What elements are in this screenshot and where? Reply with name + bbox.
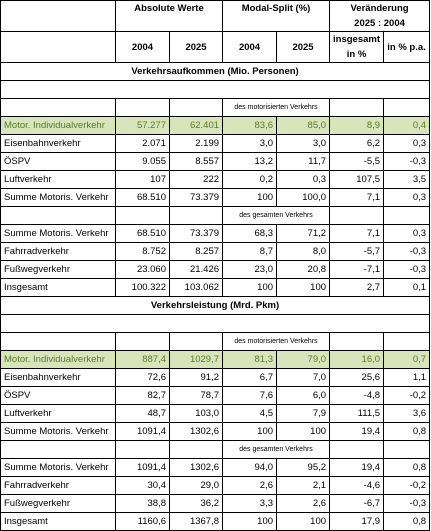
section-title-row bbox=[1, 297, 430, 315]
note-empty-cell bbox=[330, 333, 384, 351]
note-empty-cell bbox=[330, 99, 384, 117]
table-row bbox=[1, 477, 430, 495]
value-a2004: 9.055 bbox=[116, 153, 170, 171]
note-empty-cell bbox=[384, 333, 430, 351]
table-row bbox=[1, 225, 430, 243]
table-row bbox=[1, 423, 430, 441]
value-a2004: 38,8 bbox=[116, 495, 170, 513]
value-m2025: 100 bbox=[277, 279, 330, 297]
row-label: ÖSPV bbox=[1, 153, 116, 171]
row-label: Summe Motoris. Verkehr bbox=[1, 189, 116, 207]
value-m2004: 94,0 bbox=[223, 459, 277, 477]
value-m2004: 100 bbox=[223, 189, 277, 207]
value-a2025: 91,2 bbox=[170, 369, 223, 387]
value-m2004: 81,3 bbox=[223, 351, 277, 369]
value-a2004: 1091,4 bbox=[116, 459, 170, 477]
note-empty-cell bbox=[384, 99, 430, 117]
value-pa: 0,3 bbox=[384, 189, 430, 207]
spacer-cell bbox=[1, 81, 430, 99]
value-total: -7,1 bbox=[330, 261, 384, 279]
value-m2004: 2,6 bbox=[223, 477, 277, 495]
value-total: -5,7 bbox=[330, 243, 384, 261]
row-label: Summe Motoris. Verkehr bbox=[1, 459, 116, 477]
value-m2025: 6,0 bbox=[277, 387, 330, 405]
value-total: 8,9 bbox=[330, 117, 384, 135]
value-m2004: 6,7 bbox=[223, 369, 277, 387]
value-a2004: 887,4 bbox=[116, 351, 170, 369]
value-pa: 0,4 bbox=[384, 117, 430, 135]
header-change-pa: in % p.a. bbox=[384, 32, 430, 63]
value-pa: 0,8 bbox=[384, 513, 430, 531]
value-a2004: 1091,4 bbox=[116, 423, 170, 441]
value-total: 17,9 bbox=[330, 513, 384, 531]
value-pa: 3,5 bbox=[384, 171, 430, 189]
value-a2004: 72,6 bbox=[116, 369, 170, 387]
value-total: 16,0 bbox=[330, 351, 384, 369]
table-row bbox=[1, 135, 430, 153]
table-row bbox=[1, 387, 430, 405]
note-empty-cell bbox=[384, 441, 430, 459]
header-year-a: 2004 bbox=[116, 32, 170, 63]
value-a2004: 68.510 bbox=[116, 225, 170, 243]
value-total: -4,6 bbox=[330, 477, 384, 495]
value-m2004: 7,6 bbox=[223, 387, 277, 405]
value-total: -5,5 bbox=[330, 153, 384, 171]
note-text: des gesamten Verkehrs bbox=[223, 441, 330, 459]
row-label: Summe Motoris. Verkehr bbox=[1, 423, 116, 441]
value-total: 25,6 bbox=[330, 369, 384, 387]
value-a2004: 100.322 bbox=[116, 279, 170, 297]
value-a2025: 2.199 bbox=[170, 135, 223, 153]
header-absolute-values: Absolute Werte bbox=[116, 1, 223, 32]
value-m2025: 7,9 bbox=[277, 405, 330, 423]
note-empty-cell bbox=[330, 207, 384, 225]
table-row bbox=[1, 459, 430, 477]
value-a2004: 57.277 bbox=[116, 117, 170, 135]
header-change-line2: 2025 : 2004 bbox=[354, 18, 405, 29]
note-empty-cell bbox=[1, 333, 116, 351]
value-m2004: 23,0 bbox=[223, 261, 277, 279]
header-empty-cell bbox=[1, 32, 116, 63]
note-empty-cell bbox=[116, 441, 170, 459]
value-m2025: 2,6 bbox=[277, 495, 330, 513]
row-label: Eisenbahnverkehr bbox=[1, 369, 116, 387]
row-label: Fahrradverkehr bbox=[1, 477, 116, 495]
row-label: Motor. Individualverkehr bbox=[1, 117, 116, 135]
value-pa: 1,1 bbox=[384, 369, 430, 387]
value-total: 7,1 bbox=[330, 225, 384, 243]
row-label: ÖSPV bbox=[1, 387, 116, 405]
value-a2025: 73.379 bbox=[170, 225, 223, 243]
note-text: des gesamten Verkehrs bbox=[223, 207, 330, 225]
value-a2025: 8.557 bbox=[170, 153, 223, 171]
value-pa: 0,1 bbox=[384, 279, 430, 297]
header-year-b: 2025 bbox=[170, 32, 223, 63]
table-row bbox=[1, 369, 430, 387]
value-a2025: 8.257 bbox=[170, 243, 223, 261]
value-pa: 3,6 bbox=[384, 405, 430, 423]
value-total: 7,1 bbox=[330, 189, 384, 207]
section-title: Verkehrsleistung (Mrd. Pkm) bbox=[1, 297, 430, 315]
value-a2004: 68.510 bbox=[116, 189, 170, 207]
table-body bbox=[1, 1, 430, 531]
header-change-total: insgesamt in % bbox=[330, 32, 384, 63]
value-m2025: 100,0 bbox=[277, 189, 330, 207]
note-empty-cell bbox=[1, 207, 116, 225]
value-total: 2,7 bbox=[330, 279, 384, 297]
value-m2025: 71,2 bbox=[277, 225, 330, 243]
value-m2025: 100 bbox=[277, 423, 330, 441]
value-a2025: 222 bbox=[170, 171, 223, 189]
value-pa: -0,3 bbox=[384, 153, 430, 171]
value-a2004: 30,4 bbox=[116, 477, 170, 495]
note-row bbox=[1, 207, 430, 225]
value-m2025: 0,3 bbox=[277, 171, 330, 189]
value-a2025: 62.401 bbox=[170, 117, 223, 135]
value-m2004: 3,3 bbox=[223, 495, 277, 513]
header-empty-cell bbox=[1, 1, 116, 32]
note-empty-cell bbox=[384, 207, 430, 225]
value-m2004: 13,2 bbox=[223, 153, 277, 171]
value-total: 107,5 bbox=[330, 171, 384, 189]
note-empty-cell bbox=[170, 333, 223, 351]
row-label: Insgesamt bbox=[1, 513, 116, 531]
note-empty-cell bbox=[170, 441, 223, 459]
value-a2025: 1302,6 bbox=[170, 459, 223, 477]
table-row bbox=[1, 495, 430, 513]
value-pa: 0,8 bbox=[384, 423, 430, 441]
row-label: Summe Motoris. Verkehr bbox=[1, 225, 116, 243]
row-label: Fußwegverkehr bbox=[1, 495, 116, 513]
value-m2004: 8,7 bbox=[223, 243, 277, 261]
table-row bbox=[1, 171, 430, 189]
value-m2025: 7,0 bbox=[277, 369, 330, 387]
spacer-row bbox=[1, 81, 430, 99]
value-m2004: 4,5 bbox=[223, 405, 277, 423]
value-a2025: 1302,6 bbox=[170, 423, 223, 441]
value-a2025: 36,2 bbox=[170, 495, 223, 513]
value-a2025: 103,0 bbox=[170, 405, 223, 423]
value-pa: -0,2 bbox=[384, 477, 430, 495]
table-row bbox=[1, 243, 430, 261]
row-label: Fahrradverkehr bbox=[1, 243, 116, 261]
table-row bbox=[1, 405, 430, 423]
header-modal-split: Modal-Split (%) bbox=[223, 1, 330, 32]
value-m2025: 2,1 bbox=[277, 477, 330, 495]
value-a2004: 82,7 bbox=[116, 387, 170, 405]
table-row bbox=[1, 279, 430, 297]
note-empty-cell bbox=[116, 333, 170, 351]
value-m2025: 85,0 bbox=[277, 117, 330, 135]
table-row bbox=[1, 189, 430, 207]
header-year-a: 2004 bbox=[223, 32, 277, 63]
value-m2025: 79,0 bbox=[277, 351, 330, 369]
header-year-b: 2025 bbox=[277, 32, 330, 63]
value-a2025: 78,7 bbox=[170, 387, 223, 405]
header-row-1 bbox=[1, 1, 430, 32]
table-row bbox=[1, 351, 430, 369]
value-a2025: 1367,8 bbox=[170, 513, 223, 531]
value-m2025: 8,0 bbox=[277, 243, 330, 261]
value-m2025: 3,0 bbox=[277, 135, 330, 153]
row-label: Eisenbahnverkehr bbox=[1, 135, 116, 153]
section-title-row bbox=[1, 63, 430, 81]
value-m2004: 68,3 bbox=[223, 225, 277, 243]
row-label: Insgesamt bbox=[1, 279, 116, 297]
note-empty-cell bbox=[116, 99, 170, 117]
note-text: des motorisierten Verkehrs bbox=[223, 333, 330, 351]
value-m2004: 100 bbox=[223, 423, 277, 441]
note-row bbox=[1, 99, 430, 117]
note-empty-cell bbox=[330, 441, 384, 459]
value-a2004: 2.071 bbox=[116, 135, 170, 153]
table-row bbox=[1, 153, 430, 171]
row-label: Motor. Individualverkehr bbox=[1, 351, 116, 369]
spacer-row bbox=[1, 315, 430, 333]
value-m2004: 3,0 bbox=[223, 135, 277, 153]
value-m2004: 83,6 bbox=[223, 117, 277, 135]
note-text: des motorisierten Verkehrs bbox=[223, 99, 330, 117]
note-empty-cell bbox=[116, 207, 170, 225]
value-a2025: 29,0 bbox=[170, 477, 223, 495]
value-total: 19,4 bbox=[330, 459, 384, 477]
value-pa: 0,3 bbox=[384, 225, 430, 243]
value-m2025: 95,2 bbox=[277, 459, 330, 477]
value-a2004: 1160,6 bbox=[116, 513, 170, 531]
header-row-2 bbox=[1, 32, 430, 63]
section-title: Verkehrsaufkommen (Mio. Personen) bbox=[1, 63, 430, 81]
value-m2025: 20,8 bbox=[277, 261, 330, 279]
value-pa: 0,3 bbox=[384, 135, 430, 153]
table-row bbox=[1, 117, 430, 135]
value-a2004: 8.752 bbox=[116, 243, 170, 261]
note-row bbox=[1, 441, 430, 459]
value-a2025: 103.062 bbox=[170, 279, 223, 297]
value-m2004: 100 bbox=[223, 513, 277, 531]
note-row bbox=[1, 333, 430, 351]
value-a2004: 23.060 bbox=[116, 261, 170, 279]
value-pa: 0,7 bbox=[384, 351, 430, 369]
value-a2025: 21.426 bbox=[170, 261, 223, 279]
note-empty-cell bbox=[170, 207, 223, 225]
header-change bbox=[330, 1, 430, 32]
value-total: 19,4 bbox=[330, 423, 384, 441]
spacer-cell bbox=[1, 315, 430, 333]
value-a2004: 48,7 bbox=[116, 405, 170, 423]
value-a2025: 1029,7 bbox=[170, 351, 223, 369]
value-m2004: 0,2 bbox=[223, 171, 277, 189]
header-change-line1: Veränderung bbox=[350, 3, 409, 14]
value-total: 111,5 bbox=[330, 405, 384, 423]
row-label: Fußwegverkehr bbox=[1, 261, 116, 279]
value-a2025: 73.379 bbox=[170, 189, 223, 207]
value-pa: -0,3 bbox=[384, 261, 430, 279]
value-total: 6,2 bbox=[330, 135, 384, 153]
value-total: -4,8 bbox=[330, 387, 384, 405]
table-row bbox=[1, 513, 430, 531]
note-empty-cell bbox=[1, 99, 116, 117]
value-total: -6,7 bbox=[330, 495, 384, 513]
table-row bbox=[1, 261, 430, 279]
row-label: Luftverkehr bbox=[1, 405, 116, 423]
value-m2025: 100 bbox=[277, 513, 330, 531]
value-pa: -0,3 bbox=[384, 495, 430, 513]
note-empty-cell bbox=[1, 441, 116, 459]
value-pa: -0,3 bbox=[384, 243, 430, 261]
note-empty-cell bbox=[170, 99, 223, 117]
value-pa: -0,2 bbox=[384, 387, 430, 405]
value-m2004: 100 bbox=[223, 279, 277, 297]
row-label: Luftverkehr bbox=[1, 171, 116, 189]
value-a2004: 107 bbox=[116, 171, 170, 189]
value-m2025: 11,7 bbox=[277, 153, 330, 171]
value-pa: 0,8 bbox=[384, 459, 430, 477]
